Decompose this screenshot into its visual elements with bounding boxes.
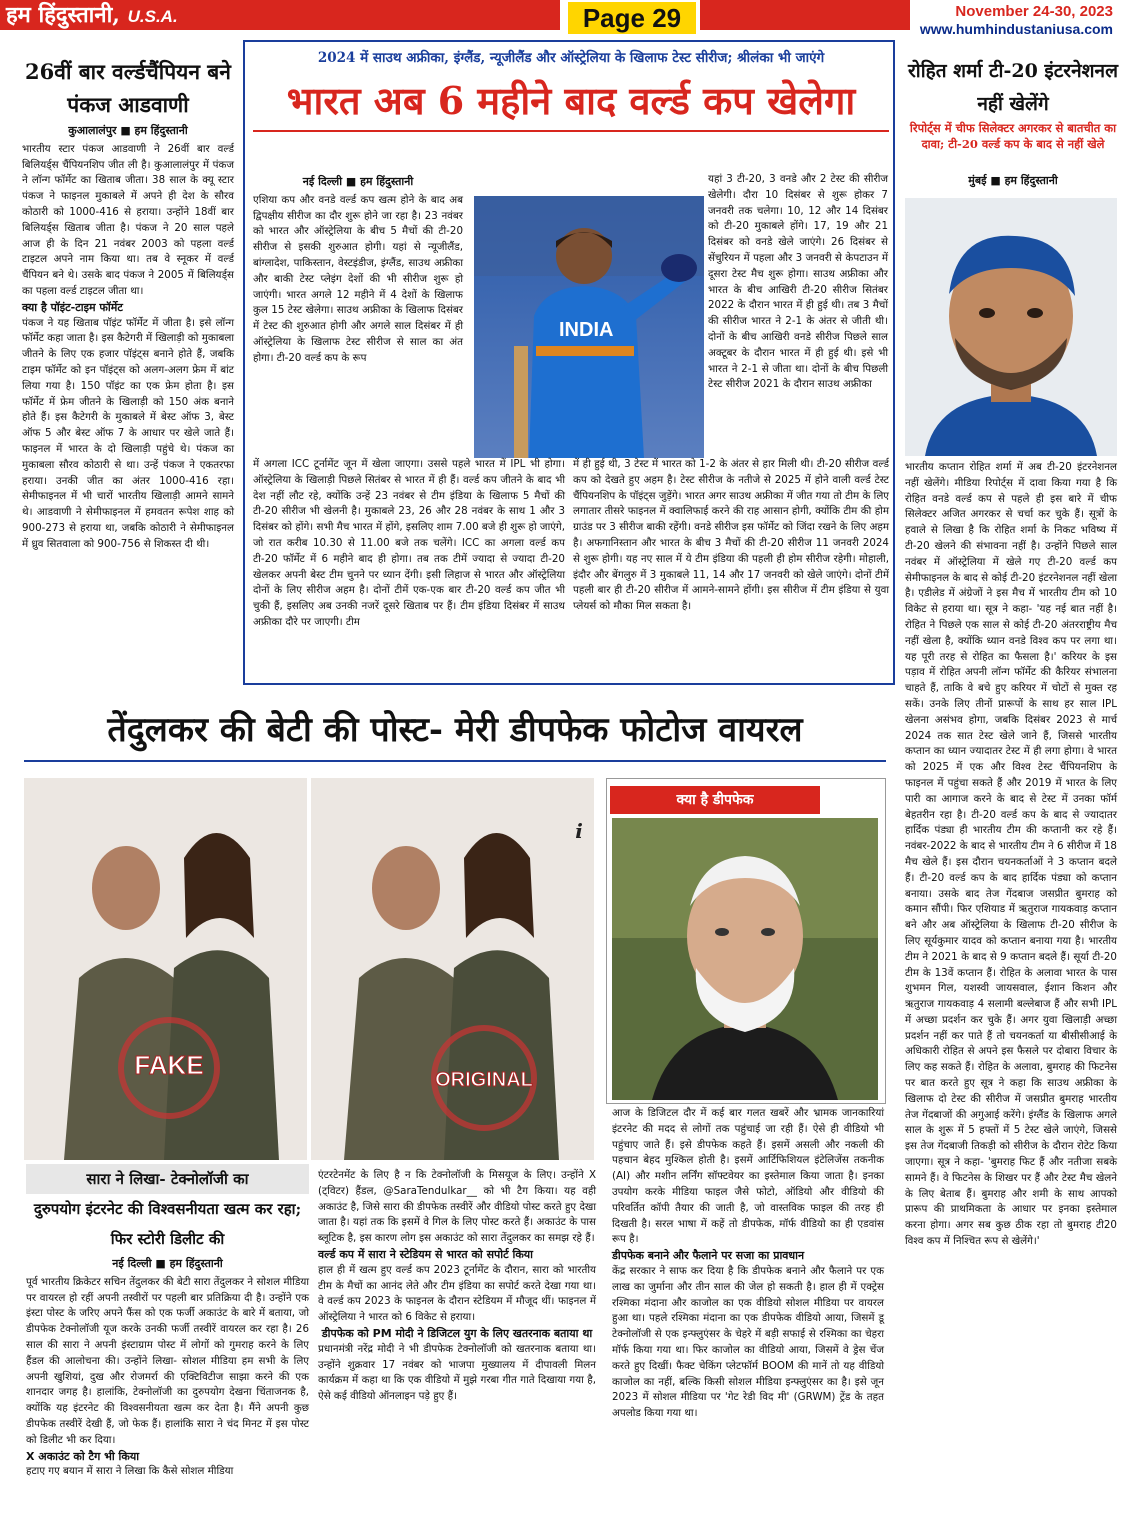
issue-date: November 24-30, 2023 (955, 3, 1113, 20)
sara-subhead (26, 1164, 309, 1254)
fake-vs-original-photo (24, 778, 594, 1160)
cricketer-illustration (474, 196, 704, 458)
masthead (0, 0, 1135, 38)
deepfake-text-1: आज के डिजिटल दौर में कई बार गलत खबरें और भ्रामक जानकारियां इंटरनेट की मदद से लोगों तक पहुंचाई जा रही हैं। ऐसे ही वीडियो भी पहुंचाए जाते हैं। इसे डीपफेक कहते हैं। इसमें असली और नकली की पहचान बेहद मुश्किल होती है। इसमें आर्टिफिशियल इंटेलिजेंस तकनीक (AI) और मशीन लर्निंग सॉफ्टवेयर का इस्तेमाल किया जाता है। इनका उपयोग करके मीडिया फाइल जैसे फोटो, ऑडियो और वीडियो की परिवर्तित कॉपी तैयार की जाती है, जो वास्तविक फाइल की तरह ही दिखती है। सरल भाषा में कहें तो डीपफेक, मॉर्फ वीडियो का ही एडवांस रूप है। (612, 1107, 884, 1246)
logo-text: हम हिंदुस्तानी, (6, 2, 120, 28)
sara-dateline: नई दिल्ली ■ हम हिंदुस्तानी (112, 1257, 223, 1270)
logo-suffix: U.S.A. (127, 7, 178, 26)
deepfake-label: क्या है डीपफेक (610, 786, 820, 814)
sara-subhead-x: X अकाउंट को टैग भी किया (26, 1449, 140, 1463)
center-text-2: यहां 3 टी-20, 3 वनडे और 2 टेस्ट की सीरीज खेलेगी। दौरा 10 दिसंबर से शुरू होकर 7 जनवरी तक चलेगा। 10, 12 और 14 दिसंबर को टी-20 मुकाबले होंगे। 17, 19 और 21 दिसंबर को वनडे खेले जाएंगे। 26 दिसंबर से सेंचुरियन में पहला और 3 जनवरी से केपटाउन में दूसरा टेस्ट मैच शुरू होगा। साउथ अफ्रीका और भारत के बीच आखिरी टी-20 सीरीज सितंबर 2022 के दौरान भारत में ही हुई थी। तब 3 मैचों की सीरीज भारत ने 2-1 के अंतर से जीती थी। दोनों के बीच आखिरी वनडे सीरीज पिछले साल अक्टूबर के दौरान भारत में ही हुई थी। इसे भी भारत ने 2-1 से जीता था। दोनों के बीच पिछली टेस्ट सीरीज 2021 के दौरान साउथ अफ्रीका (708, 173, 888, 391)
right-subhead: रिपोर्ट्स में चीफ सिलेक्टर अगरकर से बातचीत का दावा; टी-20 वर्ल्ड कप के बाद से नहीं खेले (909, 121, 1117, 151)
center-text-3: में अगला ICC टूर्नामेंट जून में खेला जाएगा। उससे पहले भारत में IPL भी होगा। ऑस्ट्रेलिया के खिलाड़ी पिछले सितंबर से भारत में ही हैं। वर्ल्ड कप जीतने के बाद भी देश नहीं लौट रहे, क्योंकि उन्हें 23 नवंबर से टीम इंडिया के खिलाफ 5 मैचों की टी-20 सीरीज भी खेलनी है। मुकाबले 23, 26 और 28 नवंबर के साथ 1 और 3 दिसंबर को होंगे। सभी मैच भारत में होंगे, इसलिए शाम 7.00 बजे ही शुरू हो जाएंगे, जो रात करीब 10.30 से 11.00 बजे तक चलेंगे। ICC का अगला वर्ल्ड कप टी-20 फॉर्मेट में 6 महीने बाद ही होगा। तब तक टीमें ज्यादा से ज्यादा टी-20 खेलकर अपनी बेस्ट टीम चुनने पर ध्यान देंगी। इसी लिहाज से भारत और ऑस्ट्रेलिया दोनों के लिए सीरीज अहम है। दोनों टीमें एक-एक बार टी-20 वर्ल्ड कप जीत भी चुकी हैं, इसलिए अब उनकी नजरें दूसरे खिताब पर हैं। टीम इंडिया दिसंबर में साउथ अफ्रीका दौरे पर जाएगी। टीम (253, 458, 565, 628)
left-headline: 26वीं बार वर्ल्डचैंपियन बने पंकज आडवाणी (25, 59, 231, 117)
sara-text-1-tail: हटाए गए बयान में सारा ने लिखा कि कैसे सोशल मीडिया (26, 1465, 234, 1478)
center-text-1: एशिया कप और वनडे वर्ल्ड कप खत्म होने के बाद अब द्विपक्षीय सीरीज का दौर शुरू होने जा रहा है। 23 नवंबर को भारत और ऑस्ट्रेलिया के बीच 5 मैचों की टी-20 सीरीज से इसकी शुरुआत होगी। यहां से न्यूजीलैंड, बांग्लादेश, पाकिस्तान, वेस्टइंडीज, इंग्लैंड, साउथ अफ्रीका और बाकी टेस्ट प्लेइंग देशों की भी सीरीज शुरू हो जाएंगी। भारत अगले 12 महीने में 4 देशों के खिलाफ कुल 15 टेस्ट खेलेगा। साउथ अफ्रीका के खिलाफ दिसंबर में टेस्ट की शुरुआत होगी और अगले साल दिसंबर में ही ऑस्ट्रेलिया के खिलाफ टेस्ट सीरीज से साल का अंत होगा। टी-20 वर्ल्ड कप के रूप (253, 193, 463, 364)
page-number: Page 29 (568, 2, 696, 34)
sara-text-2a: एंटरटेनमेंट के लिए है न कि टेक्नोलॉजी के मिसयूज के लिए। उन्होंने X (ट्विटर) हैंडल, @SaraTendulkar__ को भी टैग किया। यह वही अकाउंट है, जिसे सारा की डीपफेक तस्वीरें और वीडियो पोस्ट करते हुए देखा जाता है। यहां तक कि इसमें वे गिल के लिए पोस्ट करते हैं। अकाउंट के पास ब्लूटिक है, इस कारण लोग इस अकाउंट को सारा तेंदुलकर का समझ रहे हैं। (318, 1169, 596, 1245)
fake-stamp: FAKE (134, 1050, 204, 1080)
deepfake-text (612, 1106, 884, 1422)
masthead-bar (700, 0, 910, 30)
sara-subhead-line-1: सारा ने लिखा- टेक्नोलॉजी का (26, 1164, 309, 1194)
jersey-text: INDIA (559, 319, 614, 341)
left-dateline: कुआलालंपुर ■ हम हिंदुस्तानी (68, 124, 188, 137)
sara-text-2c: प्रधानमंत्री नरेंद्र मोदी ने भी डीपफेक टेक्नोलॉजी को खतरनाक बताया था। उन्होंने शुक्रवार 17 नवंबर को भाजपा मुख्यालय में दीपावली मिलन कार्यक्रम में कहा था कि एक वीडियो में मुझे गरबा गीत गाते दिखाया गया है, ऐसे कई वीडियो ऑनलाइन पड़े हुए हैं। (318, 1342, 596, 1403)
right-headline: रोहित शर्मा टी-20 इंटरनेशनल नहीं खेलेंगे (908, 60, 1118, 115)
right-text: भारतीय कप्तान रोहित शर्मा में अब टी-20 इंटरनेशनल नहीं खेलेंगे। मीडिया रिपोर्ट्स में दावा किया गया है कि रोहित वनडे वर्ल्ड कप से पहले ही इस बारे में चीफ सिलेक्टर अजित अगरकर से चर्चा कर चुके हैं। सूत्रों के हवाले से लिखा है कि रोहित शर्मा के निकट भविष्य में टी-20 खेलने की संभावना नहीं है। उन्होंने पिछले साल नवंबर में ऑस्ट्रेलिया में खेले गए टी-20 वर्ल्ड कप सेमीफाइनल के बाद से कोई टी-20 इंटरनेशनल नहीं खेला है। एडीलेड में अंग्रेजों ने इस मैच में भारतीय टीम को 10 विकेट से हराया था। सूत्र ने कहा- 'यह नई बात नहीं है। रोहित ने पिछले एक साल से कोई टी-20 अंतरराष्ट्रीय मैच नहीं खेला है, क्योंकि ध्यान वनडे विश्व कप पर लगा था। यह पूरी तरह से रोहित का फैसला है।' करियर के इस पड़ाव में रोहित अपनी लॉन्ग फॉर्मेट की कैरियर संभालना चाहते हैं, ताकि वे बचे हुए करियर में चोटों से मुक्त रह सकें। उनके लिए तीनों प्रारूपों के साथ हर साल IPL खेलना असंभव होगा, जबकि दिसंबर 2023 से मार्च 2024 तक सात टेस्ट खेले जाने हैं, जिससे भारतीय कप्तान का ध्यान ज्यादातर टेस्ट में ही लगा होगा। वे भारत को 2025 में एक और विश्व टेस्ट चैंपियनशिप के फाइनल में पहुंचा सकते हैं और 2019 में भारत के लिए पारी का आगाज करने के बाद से टेस्ट में उनका फॉर्म बेहतरीन रहा है। टी-20 वर्ल्ड कप के बाद से ज्यादातर हार्दिक पंड्या ही भारतीय टीम की कप्तानी कर रहे हैं। नवंबर-2022 के बाद से भारतीय टीम ने 6 सीरीज में 18 मैच खेले हैं। इस दौरान चयनकर्ताओं ने 3 कप्तान बदले हैं। टी-20 वर्ल्ड कप के बाद हार्दिक पंड्या को कप्तान बनाया। उसके बाद तेज गेंदबाज जसप्रीत बुमराह को कमान सौंपी। फिर एशियाड में ऋतुराज गायकवाड़ कप्तान बने और अब ऑस्ट्रेलिया के खिलाफ टी-20 सीरीज के लिए सूर्यकुमार यादव को कप्तान बनाया गया है। भारतीय टीम ने 2021 के बाद से 9 कप्तान बदले हैं। सूर्या टी-20 टीम के 13वें कप्तान हैं। रोहित के अलावा भारत के पास शुभमन गिल, यशस्वी जायसवाल, ईशान किशन और ऋतुराज गायकवाड़ 4 सलामी बल्लेबाज हैं और सभी IPL में अच्छा प्रदर्शन कर चुके हैं। अगर युवा खिलाड़ी अच्छा प्रदर्शन नहीं कर पाते हैं तो चयनकर्ता या बीसीसीआई के अधिकारी रोहित से अपने इस फैसले पर दोबारा विचार के लिए कह सकते हैं। रोहित के अलावा, बुमराह की फिटनेस पर बात करते हुए सूत्र ने कहा कि साउथ अफ्रीका के खिलाफ दो टेस्ट की सीरीज में जसप्रीत बुमराह भारतीय तेज गेंदबाजों की अगुआई करेंगे। इंग्लैंड के खिलाफ अगले साल के शुरू में 5 हफ्तों में 5 टेस्ट खेले जाएंगे, जिससे इस तेज गेंदबाजी तिकड़ी को सीरीज के दौरान रोटेट किया जाएगा। सूत्र ने कहा- 'बुमराह फिट हैं और नतीजा सबके सामने हैं। वे फिटनेस के शिखर पर हैं और टेस्ट मैच खेलने के लिए बेताब हैं। बुमराह और शमी के साथ आपको प्रारूप की प्राथमिकता के आधार पर इनका इस्तेमाल करना होगा। अगर सब कुछ ठीक रहा तो बुमराह टी20 विश्व कप में निश्चित रूप से खेलेंगे।' (905, 461, 1117, 1248)
deepfake-subhead: डीपफेक बनाने और फैलाने पर सजा का प्रावधान (612, 1249, 805, 1263)
sara-text-2b: हाल ही में खत्म हुए वर्ल्ड कप 2023 टूर्नामेंट के दौरान, सारा को भारतीय टीम के मैचों का आनंद लेते और टीम इंडिया का सपोर्ट करते देखा गया था। वे वर्ल्ड कप 2023 के फाइनल के दौरान स्टेडियम में मौजूद थीं। फाइनल में ऑस्ट्रेलिया ने भारत को 6 विकेट से हराया। (318, 1263, 596, 1324)
sara-column-2 (318, 1168, 596, 1405)
sara-subhead-line-2: दुरुपयोग इंटरनेट की विश्वसनीयता खत्म कर रहा; फिर स्टोरी डिलीट की (33, 1200, 302, 1248)
center-column-1 (253, 172, 463, 367)
rohit-photo (905, 198, 1117, 456)
center-dateline: नई दिल्ली ■ हम हिंदुस्तानी (302, 175, 414, 188)
website-link[interactable]: www.humhindustaniusa.com (919, 21, 1113, 37)
center-headline: भारत अब 6 महीने बाद वर्ल्ड कप खेलेगा (253, 72, 889, 132)
left-article (22, 55, 234, 685)
info-icon[interactable]: i (575, 819, 583, 843)
sara-subhead-modi: डीपफेक को PM मोदी ने डिजिटल युग के लिए खतरनाक बताया था (321, 1326, 593, 1340)
sara-column-1 (26, 1254, 309, 1480)
left-paragraph-2: पंकज ने यह खिताब पॉइंट फॉर्मेट में जीता है। इसे लॉन्ग फॉर्मेट कहा जाता है। इस कैटेगरी में खिलाड़ी को मुकाबला जीतने के लिए एक हजार पॉइंट्स बनाने होते हैं, जबकि टाइम फॉर्मेट को इन पॉइंट्स को अलग-अलग फ्रेम में बांट लिया गया है। 150 पॉइंट का एक फ्रेम होता है। इस फॉर्मेट में फ्रेम जीतने के खिलाड़ी को 150 अंक बनाने होते हैं। इस कैटेगरी के मुकाबले में बेस्ट ऑफ 3, बेस्ट ऑफ 5 और बेस्ट ऑफ 7 के आधार पर खेले जाते हैं। फाइनल में भारत के दो खिलाड़ी पहुंचे थे। पंकज का मुकाबला सौरव कोठारी से था। उन्हें पंकज ने एकतरफा हराया। उनकी जीत का अंतर 1000-416 रहा। सेमीफाइनल में भी चारों भारतीय खिलाड़ी आमने सामने थे। आडवाणी ने सेमीफाइनल में हमवतन रूपेश शाह को 900-273 से हराया था, जबकि कोठारी ने सेमीफाइनल में ध्रुव सितवाला को 900-756 से शिकस्त दी थी। (22, 316, 234, 550)
sara-subhead-worldcup: वर्ल्ड कप में सारा ने स्टेडियम से भारत को सपोर्ट किया (318, 1247, 534, 1261)
center-column-4 (573, 457, 889, 615)
portrait-illustration (905, 198, 1117, 456)
center-text-4: में ही हुई थी, 3 टेस्ट में भारत को 1-2 के अंतर से हार मिली थी। टी-20 सीरीज वर्ल्ड कप को देखते हुए अहम है। टेस्ट सीरीज के नतीजे से 2025 में होने वाली वर्ल्ड टेस्ट चैंपियनशिप के पॉइंट्स जुड़ेंगे। भारत अगर साउथ अफ्रीका में जीत गया तो टीम के लिए लगातार तीसरे फाइनल में क्वालिफाई करने की राह आसान होगी, क्योंकि टीम की होम ग्राउंड पर 3 सीरीज बाकी रहेंगी। वनडे सीरीज इस फॉर्मेट को जिंदा रखने के लिए अहम है। अफगानिस्तान और भारत के बीच 3 मैचों की टी-20 सीरीज 11 जनवरी 2024 से शुरू होगी। यह नए साल में ये टीम इंडिया की पहली ही होम सीरीज रहेगी। मोहाली, इंदौर और बेंगलुरु में 3 मुकाबले 11, 14 और 17 जनवरी को खेले जाएंगे। दोनों टीमें पहली बार ही टी-20 सीरीज में आमने-सामने होंगी। इस सीरीज में टीम इंडिया से युवा प्लेयर्स को मौका मिल सकता है। (573, 458, 889, 613)
right-column-text (905, 460, 1117, 1250)
center-column-3 (253, 457, 565, 631)
left-paragraph-1: भारतीय स्टार पंकज आडवाणी ने 26वीं बार वर्ल्ड बिलियर्ड्स चैंपियनशिप जीत ली है। कुआलालंपुर में पंकज ने लॉन्ग फॉर्मेट का खिताब जीता। 38 साल के क्यू स्टार पंकज ने फाइनल मुकाबले में अपने ही देश के सौरव कोठारी को 1000-416 से हराया। उन्होंने 18वीं बार बिलियर्ड्स खिताब जीता है। पंकज ने 20 साल पहले आज ही के दिन 21 नवंबर 2003 को पहला वर्ल्ड टाइटल अपने नाम किया था। तब वे स्नूकर में वर्ल्ड चैंपियन बने थे। उसके बाद पंकज ने 2005 में बिलियर्ड्स का पहला वर्ल्ड टाइटल जीता था। (22, 142, 234, 297)
newspaper-logo (0, 0, 560, 30)
center-kicker: 2024 में साउथ अफ्रीका, इंग्लैंड, न्यूजीलैंड और ऑस्ट्रेलिया के खिलाफ टेस्ट सीरीज; श्रीलंका भी जाएंगे (317, 50, 825, 66)
left-subhead: क्या है पॉइंट-टाइम फॉर्मेट (22, 300, 123, 314)
original-stamp: ORIGINAL (435, 1069, 533, 1091)
modi-photo (612, 818, 878, 1100)
bottom-headline: तेंदुलकर की बेटी की पोस्ट- मेरी डीपफेक फोटोज वायरल (24, 700, 886, 762)
center-column-2 (708, 172, 888, 393)
modi-illustration (612, 818, 878, 1100)
right-dateline: मुंबई ■ हम हिंदुस्तानी (968, 174, 1058, 187)
deepfake-text-2: केंद्र सरकार ने साफ कर दिया है कि डीपफेक बनाने और फैलाने पर एक लाख का जुर्माना और तीन साल की जेल हो सकती है। हाल ही में एक्ट्रेस रश्मिका मंदाना और काजोल का एक वीडियो सोशल मीडिया पर वायरल हुआ था। पहले रश्मिका मंदाना का एक डीपफेक वीडियो आया, जिसमें डू टेक्नोलॉजी से एक इन्फ्लुएंसर के चेहरे में बड़ी सफाई से रश्मिका का चेहरा मॉर्फ किया गया था। फिर काजोल का वीडियो आया, जिसमें वे ड्रेस चेंज करते हुए दिखीं। फैक्ट चेकिंग प्लेटफॉर्म BOOM की मानें तो यह वीडियो काजोल का नहीं, बल्कि किसी सोशल मीडिया इन्फ्लुएंसर का है। इसे जून 2023 में सोशल मीडिया पर 'गेट रेडी विद मी' (GRWM) ट्रेंड के तहत अपलोड किया गया था। (612, 1264, 884, 1420)
sara-text-1: पूर्व भारतीय क्रिकेटर सचिन तेंदुलकर की बेटी सारा तेंदुलकर ने सोशल मीडिया पर वायरल हो रहीं अपनी तस्वीरों पर पहली बार प्रतिक्रिया दी है। उन्होंने एक इंस्टा पोस्ट के जरिए अपने फैंस को एक फर्जी अकाउंट के बारे में बताया, जो डीपफेक टेक्नोलॉजी यूज करके उनकी फर्जी तस्वीरें वायरल कर रहा है। 26 साल की सारा ने अपनी इंस्टाग्राम पोस्ट में लोगों को गुमराह करने के लिए हैंडल की आलोचना की। उन्होंने लिखा- सोशल मीडिया हम सभी के लिए अपनी खुशियां, दुख और रोजमर्रा की एक्टिविटीज साझा करने की एक शानदार जगह है। हालांकि, टेक्नोलॉजी का दुरुपयोग देखना चिंताजनक है, क्योंकि यह इंटरनेट की विश्वसनीयता खत्म कर देता है। मैंने अपनी कुछ डीपफेक तस्वीरें देखी हैं, जो फेक हैं। हालांकि सारा ने चंद मिनट में इस पोस्ट को डिलीट भी कर दिया। (26, 1275, 309, 1446)
cricketer-photo (474, 196, 704, 458)
comparison-illustration (24, 778, 594, 1160)
